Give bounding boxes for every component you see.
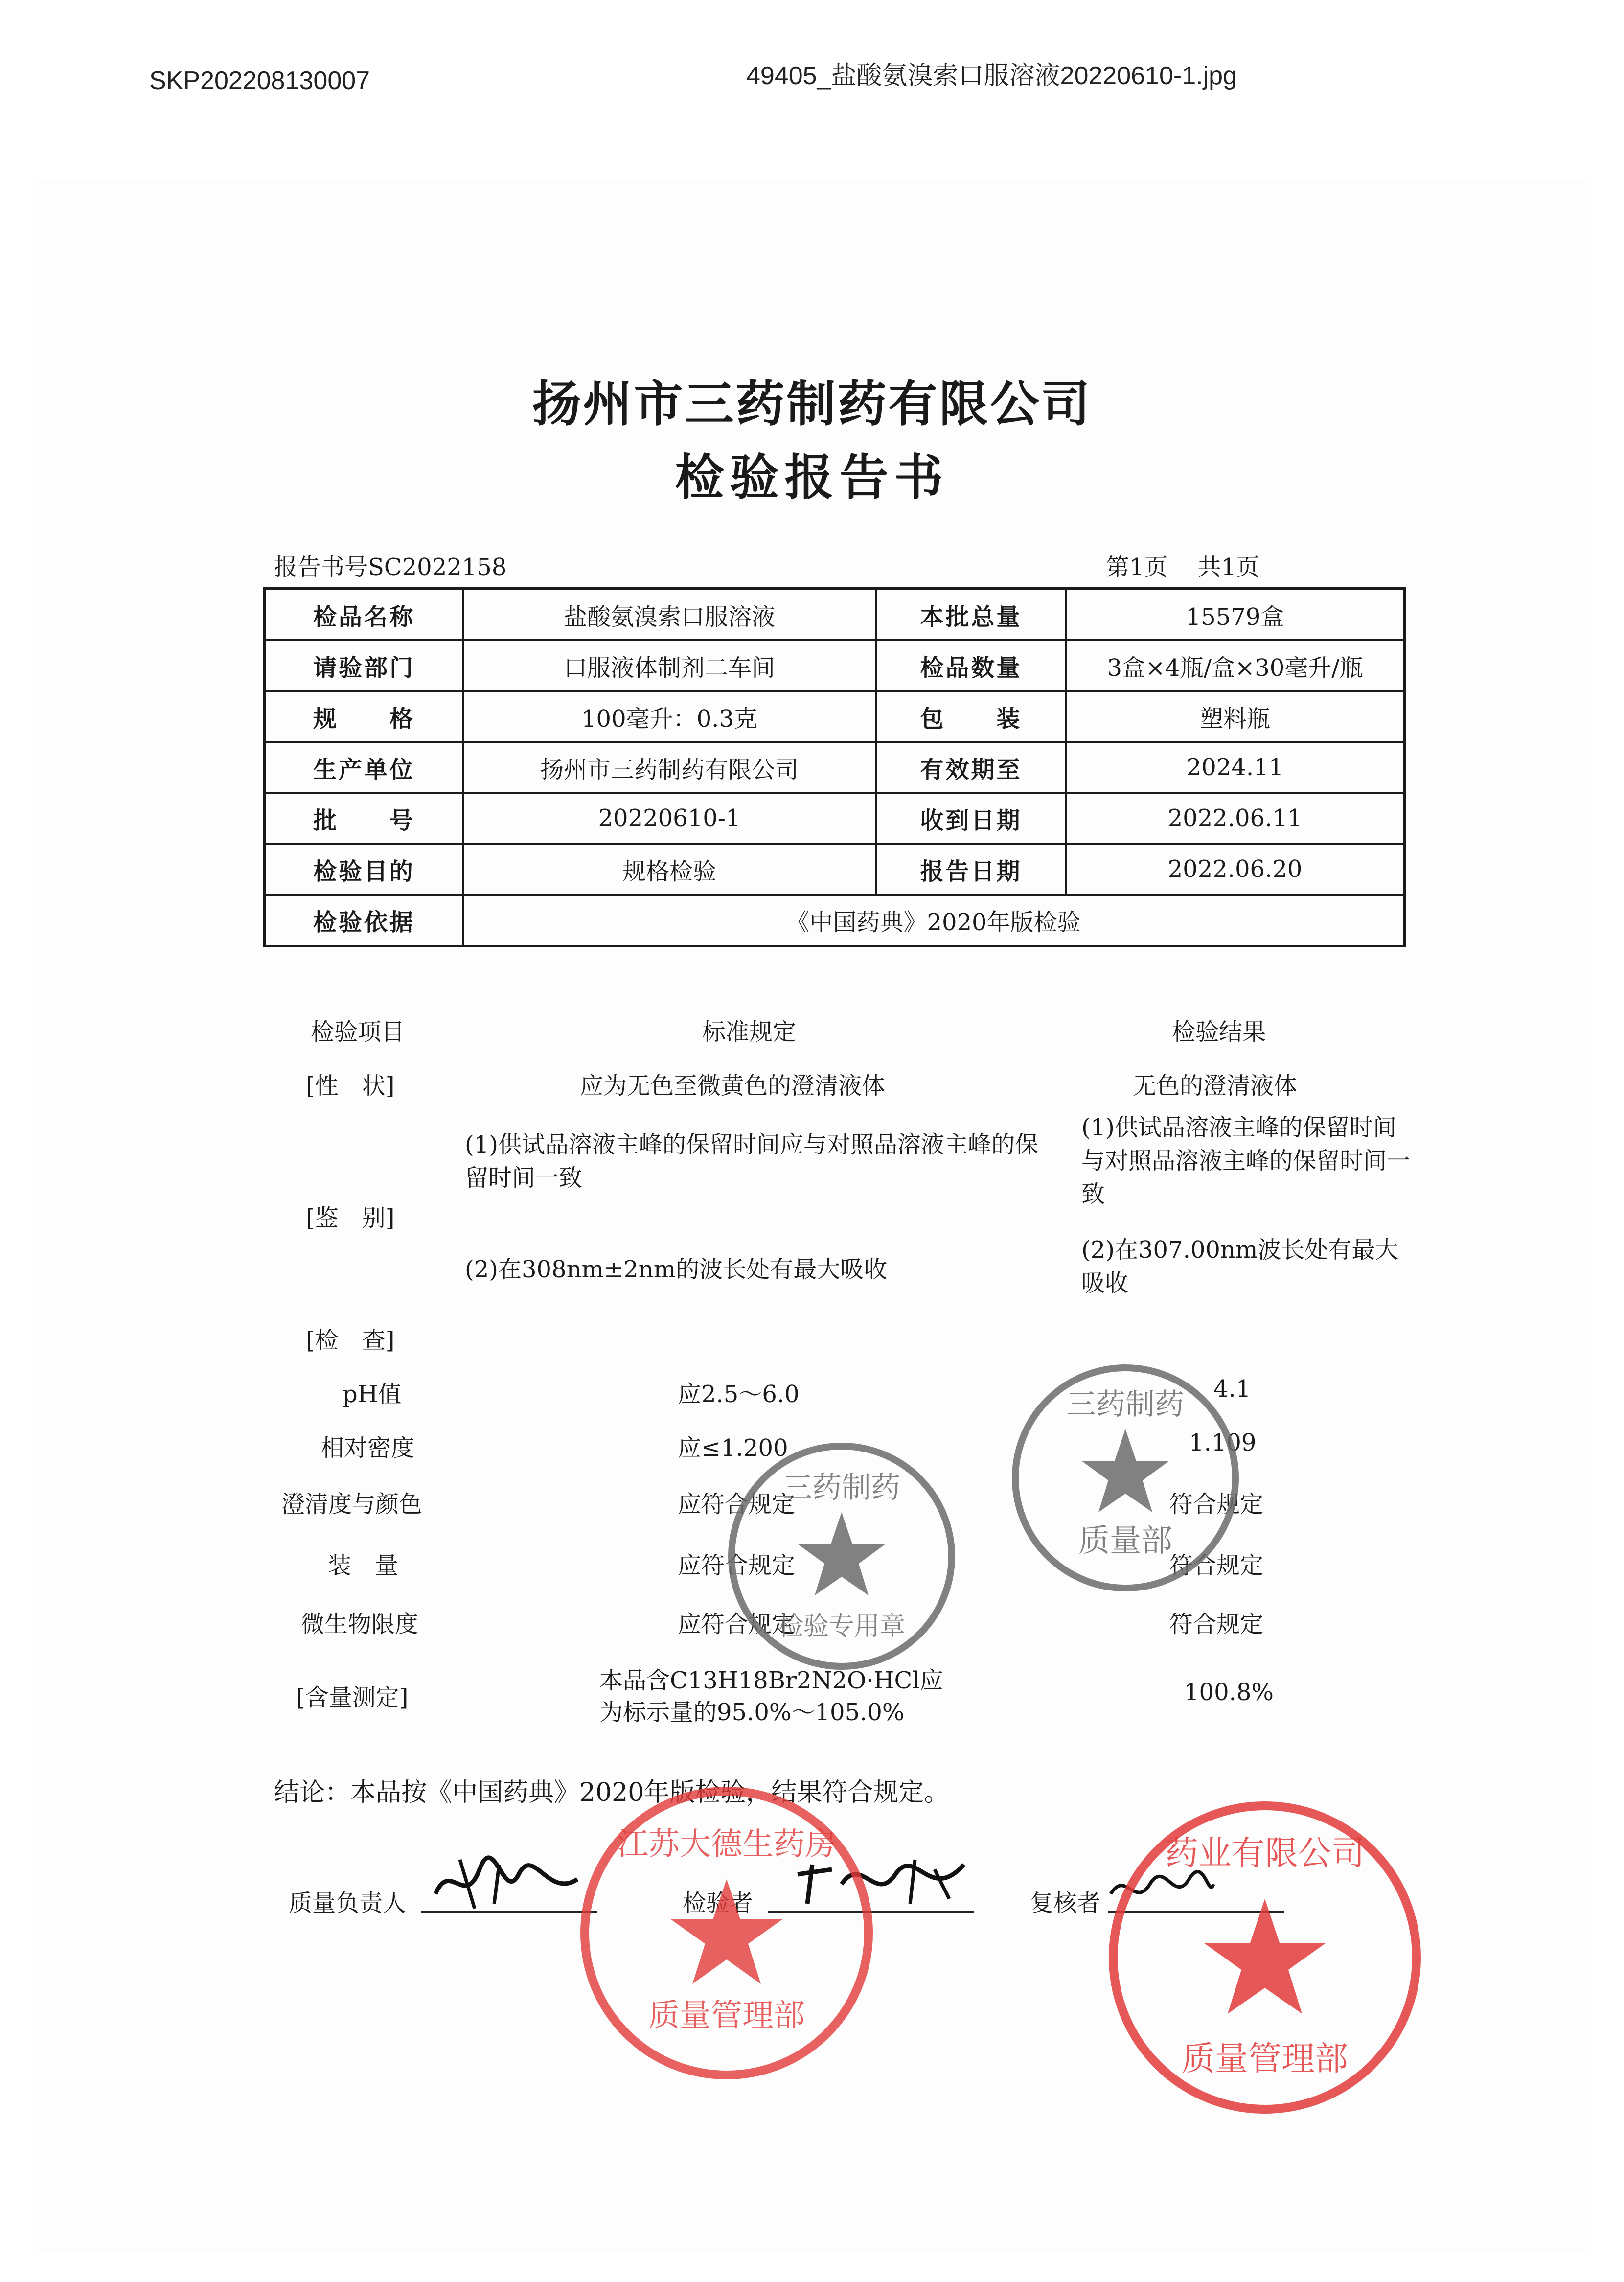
cell-value: 塑料瓶 [1066, 691, 1404, 742]
quality-head-label: 质量负责人 [289, 1890, 407, 1917]
cell-value: 20220610-1 [463, 793, 876, 844]
cell-label: 请验部门 [265, 640, 463, 691]
table-row [265, 691, 1404, 742]
page-info: 第1页 共1页 [1106, 553, 1260, 581]
document-title: 检验报告书 [675, 449, 949, 506]
header-item: 检验项目 [311, 1018, 405, 1046]
inspection-result: 符合规定 [1169, 1491, 1264, 1518]
svg-text:三药制药: 三药制药 [783, 1471, 900, 1505]
inspection-standard: 应符合规定 [678, 1491, 796, 1518]
svg-text:三药制药: 三药制药 [1067, 1387, 1184, 1422]
svg-text:质量部: 质量部 [1078, 1523, 1172, 1559]
cell-value: 口服液体制剂二车间 [463, 640, 876, 691]
cell-label: 有效期至 [876, 742, 1066, 793]
cell-label: 收到日期 [876, 793, 1066, 844]
inspection-result: 符合规定 [1169, 1611, 1264, 1638]
conclusion: 结论：本品按《中国药典》2020年版检验，结果符合规定。 [274, 1778, 950, 1807]
inspection-standard: 应2.5～6.0 [678, 1381, 800, 1408]
table-row [265, 895, 1404, 946]
cell-value: 《中国药典》2020年版检验 [463, 895, 1404, 946]
table-row [265, 589, 1404, 640]
identification-standard-1: (1)供试品溶液主峰的保留时间应与对照品溶液主峰的保留时间一致 [465, 1131, 1038, 1192]
cell-label: 批 号 [265, 793, 463, 844]
inspection-result: 1.109 [1189, 1429, 1257, 1456]
inspection-standard: 应符合规定 [678, 1611, 796, 1638]
svg-text:江苏大德生药房: 江苏大德生药房 [617, 1826, 836, 1863]
inspection-item: 装 量 [328, 1552, 399, 1579]
table-row [265, 640, 1404, 691]
cell-value: 2024.11 [1066, 742, 1404, 793]
cell-value: 3盒×4瓶/盒×30毫升/瓶 [1066, 640, 1404, 691]
cell-label: 检验依据 [265, 895, 463, 946]
reviewer-label: 复核者 [1030, 1890, 1101, 1917]
cell-label: 检品数量 [876, 640, 1066, 691]
header-result: 检验结果 [1172, 1018, 1266, 1046]
cell-value: 2022.06.11 [1066, 793, 1404, 844]
svg-text:检验专用章: 检验专用章 [778, 1612, 906, 1641]
identification-standard-2: (2)在308nm±2nm的波长处有最大吸收 [465, 1256, 888, 1283]
assay-result: 100.8% [1184, 1679, 1274, 1706]
report-number: 报告书号SC2022158 [274, 553, 507, 581]
file-code: SKP202208130007 [149, 67, 370, 95]
cell-value: 规格检验 [463, 844, 876, 895]
red-seal-right-stamp [1103, 1796, 1426, 2119]
svg-text:药业有限公司: 药业有限公司 [1165, 1834, 1365, 1873]
file-name: 49405_盐酸氨溴索口服溶液20220610-1.jpg [746, 62, 1237, 90]
assay-item: [含量测定] [296, 1684, 409, 1711]
cell-label: 本批总量 [876, 589, 1066, 640]
cell-value: 2022.06.20 [1066, 844, 1404, 895]
cell-label: 包 装 [876, 691, 1066, 742]
table-row [265, 844, 1404, 895]
cell-label: 报告日期 [876, 844, 1066, 895]
identification-result-2: (2)在307.00nm波长处有最大吸收 [1081, 1236, 1399, 1297]
svg-text:质量管理部: 质量管理部 [1181, 2040, 1349, 2078]
assay-standard-2: 为标示量的95.0%～105.0% [599, 1699, 905, 1726]
inspector-label: 检验者 [683, 1890, 754, 1917]
appearance-standard: 应为无色至微黄色的澄清液体 [580, 1072, 886, 1100]
inspection-result: 4.1 [1213, 1375, 1251, 1403]
quality-head-signature [431, 1850, 587, 1918]
inspection-seal-stamp [724, 1439, 959, 1674]
header-standard: 标准规定 [702, 1018, 797, 1046]
info-table [263, 587, 1406, 947]
inspection-result: 符合规定 [1169, 1552, 1264, 1579]
quality-dept-stamp [1008, 1360, 1243, 1595]
inspection-item: 澄清度与颜色 [281, 1491, 423, 1518]
table-row [265, 793, 1404, 844]
inspection-item: 微生物限度 [301, 1611, 419, 1638]
appearance-result: 无色的澄清液体 [1133, 1072, 1298, 1100]
cell-label: 生产单位 [265, 742, 463, 793]
inspection-item: pH值 [343, 1381, 402, 1408]
cell-value: 扬州市三药制药有限公司 [463, 742, 876, 793]
inspection-item: 相对密度 [320, 1434, 415, 1462]
cell-value: 盐酸氨溴索口服溶液 [463, 589, 876, 640]
table-row [265, 742, 1404, 793]
assay-standard-1: 本品含C13H18Br2N2O·HCl应 [599, 1667, 943, 1694]
inspection-standard: 应≤1.200 [678, 1434, 788, 1462]
red-seal-left-stamp [575, 1781, 878, 2085]
identification-item: [鉴 别] [306, 1204, 395, 1232]
cell-label: 检品名称 [265, 589, 463, 640]
svg-text:质量管理部: 质量管理部 [648, 1998, 805, 2034]
inspection-label: [检 查] [306, 1327, 395, 1354]
cell-label: 检验目的 [265, 844, 463, 895]
company-name: 扬州市三药制药有限公司 [532, 375, 1092, 433]
appearance-item: [性 状] [306, 1072, 395, 1100]
cell-label: 规 格 [265, 691, 463, 742]
inspection-standard: 应符合规定 [678, 1552, 796, 1579]
cell-value: 15579盒 [1066, 589, 1404, 640]
cell-value: 100毫升：0.3克 [463, 691, 876, 742]
identification-result-1: (1)供试品溶液主峰的保留时间与对照品溶液主峰的保留时间一致 [1081, 1114, 1411, 1208]
